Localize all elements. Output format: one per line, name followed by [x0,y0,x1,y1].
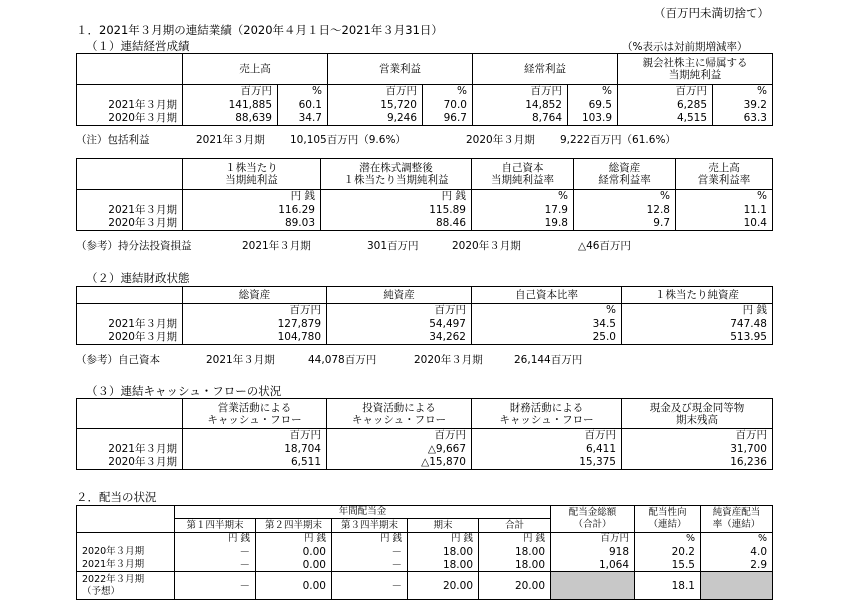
data-cell: 4,515 [618,112,713,126]
data-cell: 116.29 [183,203,321,217]
col-header-q1: 第１四半期末 [175,519,256,533]
cash-flow-table [76,398,773,470]
unit-cell: 百万円 [183,85,278,98]
row-label: 2021年３月期 [77,317,183,331]
operating-results-table [76,53,773,126]
unit-row-label [77,304,183,317]
data-cell: 104,780 [183,331,327,345]
data-cell: 31,700 [622,442,773,456]
comprehensive-year-1: 2021年３月期 [196,134,265,146]
data-cell: 34.7 [278,112,328,126]
data-cell: － [332,572,408,600]
col-header-year-end: 期末 [408,519,479,533]
unit-cell: 百万円 [183,304,327,317]
col-header-ordinary-income: 経常利益 [473,54,618,85]
data-cell: 25.0 [472,331,622,345]
unit-cell: % [713,85,773,98]
equity-value-2: 26,144百万円 [514,354,583,366]
col-header-operating-cf: 営業活動による キャッシュ・フロー [183,399,327,429]
col-header-eps: １株当たり 当期純利益 [183,159,321,190]
data-cell: 18,704 [183,442,327,456]
col-header-diluted-eps: 潜在株式調整後 １株当たり当期純利益 [321,159,472,190]
data-cell: 11.1 [676,203,773,217]
col-header-net-income: 親会社株主に帰属する 当期純利益 [618,54,773,85]
equity-method-year-2: 2020年３月期 [452,240,521,252]
row-label: 2021年３月期 [77,442,183,456]
data-cell: 6,285 [618,98,713,112]
data-cell: 6,511 [183,456,327,470]
equity-method-year-1: 2021年３月期 [242,240,311,252]
shaded-cell [551,572,635,600]
unit-cell: % [472,304,622,317]
data-cell: 17.9 [472,203,574,217]
unit-cell: 百万円 [472,429,622,442]
data-cell: 103.9 [568,112,618,126]
unit-cell: 百万円 [473,85,568,98]
equity-value-1: 44,078百万円 [308,354,377,366]
data-cell: 34.5 [472,317,622,331]
col-header-operating-income: 営業利益 [328,54,473,85]
unit-row-label [77,85,183,98]
data-cell: 18.00 [479,559,551,572]
corner-cell [77,399,183,429]
row-label: 2021年３月期 [77,203,183,217]
group-header-annual-dividends: 年間配当金 [175,506,551,519]
sub-3-title: （３）連結キャッシュ・フローの状況 [86,384,282,398]
equity-year-2: 2020年３月期 [414,354,483,366]
data-cell: 96.7 [423,112,473,126]
row-label: 2020年３月期 [77,456,183,470]
col-header-financing-cf: 財務活動による キャッシュ・フロー [472,399,622,429]
equity-method-label: （参考）持分法投資損益 [76,240,192,252]
data-cell: 8,764 [473,112,568,126]
data-cell: 15,375 [472,456,622,470]
data-cell: 0.00 [256,572,332,600]
section-2-title: ２．配当の状況 [76,490,157,504]
data-cell: 60.1 [278,98,328,112]
unit-cell: % [423,85,473,98]
row-label: 2020年３月期 [77,331,183,345]
col-header-q3: 第３四半期末 [332,519,408,533]
data-cell: 70.0 [423,98,473,112]
data-cell: 18.00 [408,559,479,572]
data-cell: 0.00 [256,546,332,559]
per-share-table [76,158,773,231]
unit-row-label [77,429,183,442]
data-cell: 141,885 [183,98,278,112]
unit-row-label [77,533,175,546]
row-label: 2020年３月期 [77,217,183,231]
unit-note: （百万円未満切捨て） [654,6,769,20]
data-cell: 127,879 [183,317,327,331]
data-cell: 39.2 [713,98,773,112]
data-cell: 34,262 [327,331,472,345]
unit-cell: % [676,190,773,203]
data-cell: 1,064 [551,559,635,572]
sub-2-title: （２）連結財政状態 [86,271,190,285]
data-cell: 88.46 [321,217,472,231]
unit-cell: 円 銭 [622,304,773,317]
data-cell: 18.00 [479,546,551,559]
equity-method-value-1: 301百万円 [367,240,419,252]
unit-cell: 円 銭 [183,190,321,203]
data-cell: 747.48 [622,317,773,331]
equity-label: （参考）自己資本 [76,354,160,366]
corner-cell [77,54,183,85]
row-label: 2020年３月期 [77,112,183,126]
unit-cell: 百万円 [622,429,773,442]
unit-cell: 円 銭 [321,190,472,203]
data-cell: 18.00 [408,546,479,559]
data-cell: － [175,572,256,600]
pct-note: （%表示は対前期増減率） [622,41,748,53]
col-header-payout-ratio: 配当性向 （連結） [635,506,701,533]
equity-year-1: 2021年３月期 [206,354,275,366]
unit-cell: 円 銭 [175,533,256,546]
sub-1-title: （１）連結経営成績 [86,39,190,53]
col-header-total: 合計 [479,519,551,533]
unit-cell: % [701,533,773,546]
financial-position-table [76,286,773,345]
col-header-roe: 自己資本 当期純利益率 [472,159,574,190]
unit-cell: 円 銭 [332,533,408,546]
unit-cell: 百万円 [618,85,713,98]
equity-method-value-2: △46百万円 [578,240,631,252]
comprehensive-value-2: 9,222百万円（61.6%） [560,134,676,146]
dividends-table [76,505,773,600]
data-cell: 2.9 [701,559,773,572]
data-cell: 19.8 [472,217,574,231]
data-cell: 4.0 [701,546,773,559]
col-header-roa: 総資産 経常利益率 [574,159,676,190]
data-cell: 115.89 [321,203,472,217]
data-cell: 15.5 [635,559,701,572]
row-label: 2021年３月期 [77,98,183,112]
data-cell: － [332,546,408,559]
data-cell: 20.00 [479,572,551,600]
data-cell: △9,667 [327,442,472,456]
shaded-cell [701,572,773,600]
col-header-doe: 純資産配当 率（連結） [701,506,773,533]
data-cell: 6,411 [472,442,622,456]
unit-cell: 円 銭 [479,533,551,546]
data-cell: 88,639 [183,112,278,126]
section-1-title: １．2021年３月期の連結業績（2020年４月１日～2021年３月31日） [76,23,443,37]
col-header-sales: 売上高 [183,54,328,85]
col-header-investing-cf: 投資活動による キャッシュ・フロー [327,399,472,429]
unit-cell: % [635,533,701,546]
row-label: 2020年３月期 [77,546,175,559]
data-cell: 10.4 [676,217,773,231]
unit-cell: % [472,190,574,203]
data-cell: 54,497 [327,317,472,331]
corner-cell [77,506,175,533]
unit-cell: 百万円 [327,429,472,442]
unit-cell: 円 銭 [256,533,332,546]
data-cell: 0.00 [256,559,332,572]
col-header-cash-balance: 現金及び現金同等物 期末残高 [622,399,773,429]
data-cell: 20.00 [408,572,479,600]
comprehensive-value-1: 10,105百万円（9.6%） [290,134,406,146]
comprehensive-label: （注）包括利益 [76,134,150,146]
row-label: 2022年３月期 （予想） [77,572,175,600]
data-cell: 9.7 [574,217,676,231]
unit-cell: 円 銭 [408,533,479,546]
unit-cell: 百万円 [551,533,635,546]
col-header-equity-ratio: 自己資本比率 [472,287,622,304]
data-cell: － [175,559,256,572]
col-header-operating-margin: 売上高 営業利益率 [676,159,773,190]
unit-cell: 百万円 [327,304,472,317]
data-cell: 12.8 [574,203,676,217]
data-cell: △15,870 [327,456,472,470]
unit-cell: 百万円 [328,85,423,98]
corner-cell [77,159,183,190]
data-cell: － [332,559,408,572]
data-cell: 16,236 [622,456,773,470]
col-header-total-dividends: 配当金総額 （合計） [551,506,635,533]
col-header-net-assets: 純資産 [327,287,472,304]
unit-cell: % [278,85,328,98]
comprehensive-year-2: 2020年３月期 [466,134,535,146]
data-cell: － [175,546,256,559]
data-cell: 18.1 [635,572,701,600]
data-cell: 20.2 [635,546,701,559]
corner-cell [77,287,183,304]
unit-cell: % [574,190,676,203]
data-cell: 9,246 [328,112,423,126]
data-cell: 69.5 [568,98,618,112]
data-cell: 918 [551,546,635,559]
data-cell: 89.03 [183,217,321,231]
col-header-bps: １株当たり純資産 [622,287,773,304]
unit-cell: % [568,85,618,98]
col-header-q2: 第２四半期末 [256,519,332,533]
unit-cell: 百万円 [183,429,327,442]
data-cell: 513.95 [622,331,773,345]
data-cell: 15,720 [328,98,423,112]
data-cell: 14,852 [473,98,568,112]
unit-row-label [77,190,183,203]
col-header-total-assets: 総資産 [183,287,327,304]
row-label: 2021年３月期 [77,559,175,572]
data-cell: 63.3 [713,112,773,126]
